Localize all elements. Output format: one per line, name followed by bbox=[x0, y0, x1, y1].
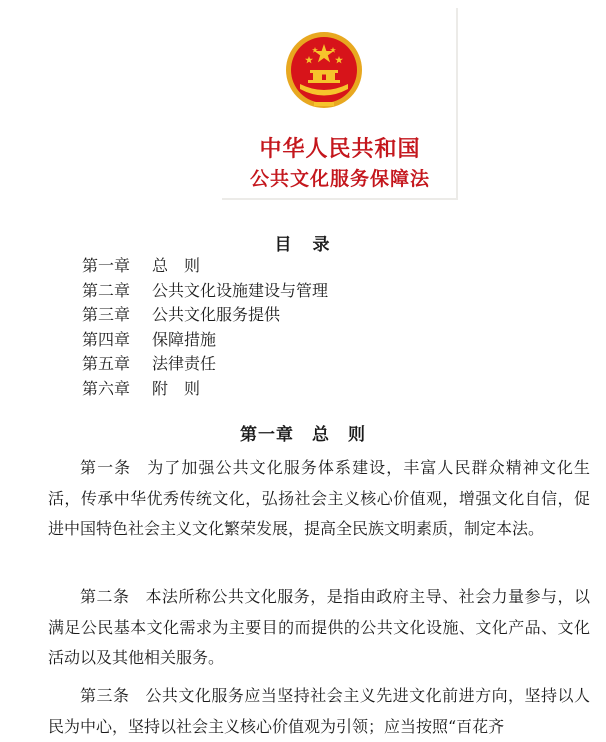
toc-item-title: 法律责任 bbox=[152, 354, 217, 374]
toc-item-title: 保障措施 bbox=[152, 329, 217, 349]
article-text: 公共文化服务应当坚持社会主义先进文化前进方向，坚持以人民为中心，坚持以社会主义核心价值观为引领；应当按照“百花齐 bbox=[48, 686, 590, 736]
article-text: 为了加强公共文化服务体系建设，丰富人民群众精神文化生活，传承中华优秀传统文化，弘扬社会主义核心价值观，增强文化自信，促进中国特色社会主义文化繁荣发展，提高全民族文明素质，制定本法。 bbox=[48, 458, 590, 538]
toc-item bbox=[82, 254, 328, 279]
national-emblem-icon bbox=[284, 30, 364, 110]
toc-item bbox=[82, 352, 328, 377]
chapter-heading: 第一章 总 则 bbox=[240, 425, 366, 445]
toc-item-number: 第二章 bbox=[82, 280, 131, 300]
toc-item-title: 总 则 bbox=[152, 256, 201, 275]
article-paragraph bbox=[48, 453, 590, 545]
table-of-contents bbox=[82, 254, 328, 402]
article-number: 第三条 bbox=[80, 686, 130, 705]
toc-item-number: 第四章 bbox=[82, 329, 131, 349]
cover-title-line1: 中华人民共和国 bbox=[259, 136, 421, 162]
cover-title-line2: 公共文化服务保障法 bbox=[249, 168, 430, 190]
article-text: 本法所称公共文化服务，是指由政府主导、社会力量参与，以满足公民基本文化需求为主要目的而提供的公共文化设施、文化产品、文化活动以及其他相关服务。 bbox=[48, 587, 590, 667]
cover-edge-bottom bbox=[222, 198, 458, 200]
article-paragraph bbox=[48, 681, 590, 742]
toc-item-number: 第五章 bbox=[82, 354, 131, 374]
toc-item-number: 第一章 bbox=[82, 256, 131, 275]
article-number: 第一条 bbox=[80, 458, 132, 477]
article-paragraph bbox=[48, 582, 590, 674]
toc-item bbox=[82, 279, 328, 304]
toc-heading: 目 录 bbox=[274, 235, 332, 255]
toc-item-title: 附 则 bbox=[152, 378, 201, 398]
cover-edge-right bbox=[456, 8, 458, 200]
toc-item bbox=[82, 328, 328, 353]
toc-item-title: 公共文化服务提供 bbox=[152, 305, 281, 325]
toc-item bbox=[82, 377, 328, 402]
toc-item bbox=[82, 303, 328, 328]
article-number: 第二条 bbox=[80, 587, 130, 606]
toc-item-title: 公共文化设施建设与管理 bbox=[152, 280, 329, 300]
toc-item-number: 第三章 bbox=[82, 305, 131, 325]
toc-item-number: 第六章 bbox=[82, 378, 131, 398]
law-cover-image bbox=[222, 8, 458, 200]
